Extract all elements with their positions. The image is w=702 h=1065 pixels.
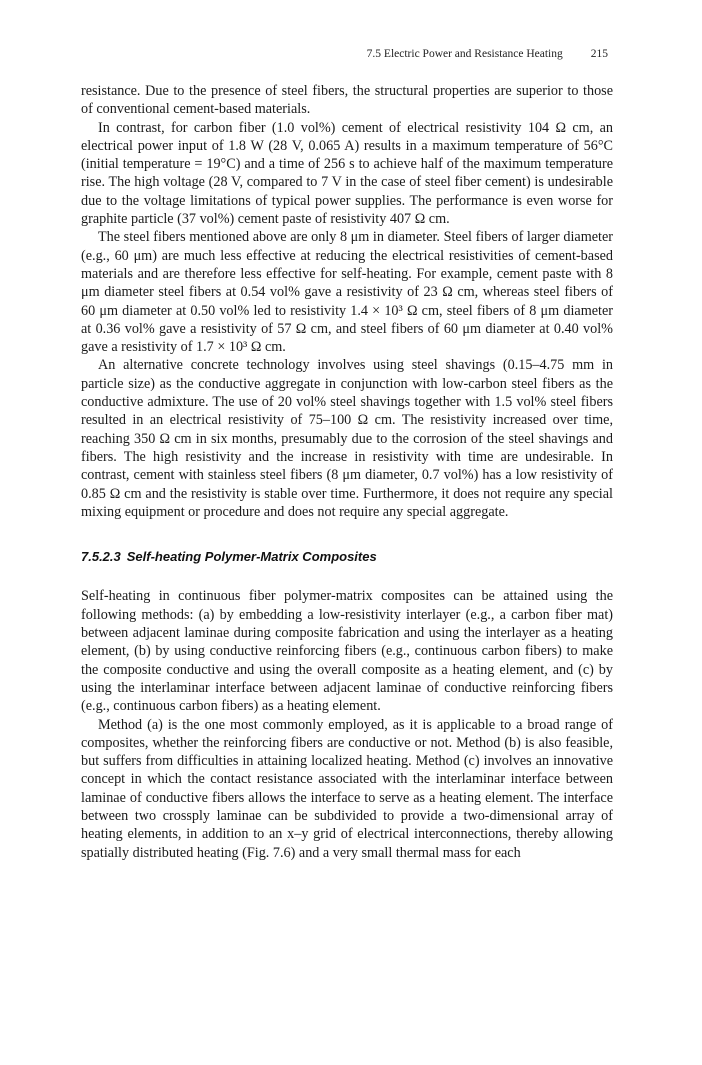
- paragraph: resistance. Due to the presence of steel fibers, the structural properties are superior to those of conventional cement-based materials.: [81, 83, 613, 118]
- running-header-section: 7.5 Electric Power and Resistance Heating: [366, 48, 563, 60]
- paragraph: An alternative concrete technology involves using steel shavings (0.15–4.75 mm in particle size) as the conductive aggregate in conjunction with low-carbon steel fibers as the conductive admixture. The use of 20 vol% steel shavings together with 1.5 vol% steel fibers resulted in an electrical resistivity of 75–100 Ω cm. The resistivity increased over time, reaching 350 Ω cm in six months, presumably due to the corrosion of the steel shavings and fibers. The high resistivity and the increase in resistivity with time are undesirable. In contrast, cement with stainless steel fibers (8 μm diameter, 0.7 vol%) has a low resistivity of 0.85 Ω cm and the resistivity is stable over time. Furthermore, it does not require any special mixing equipment or procedure and does not require any special aggregate.: [81, 357, 613, 520]
- section-title: Self-heating Polymer-Matrix Composites: [126, 549, 377, 565]
- paragraph: Self-heating in continuous fiber polymer-matrix composites can be attained using the following methods: (a) by embedding a low-resistivity interlayer (e.g., a carbon fiber mat) between adjacent laminae during composite fabrication and using the interlayer as a heating element, (b) by using conductive reinforcing fibers (e.g., continuous carbon fibers) to make the composite conductive and using the overall composite as a heating element, and (c) by using the interlaminar interface between adjacent laminae of conductive reinforcing fibers (e.g., continuous carbon fibers) as a heating element.: [81, 588, 613, 715]
- page-number: 215: [590, 48, 608, 60]
- section-heading: [81, 548, 613, 566]
- running-header: [367, 48, 608, 60]
- paragraph: The steel fibers mentioned above are only 8 μm in diameter. Steel fibers of larger diameter (e.g., 60 μm) are much less effective at reducing the electrical resistivities of cement-based materials and are therefore less effective for self-heating. For example, cement paste with 8 μm diameter steel fibers at 0.54 vol% gave a resistivity of 23 Ω cm, whereas steel fibers of 60 μm diameter at 0.50 vol% led to resistivity 1.4 × 10³ Ω cm, steel fibers of 8 μm diameter at 0.36 vol% gave a resistivity of 57 Ω cm, and steel fibers of 60 μm diameter at 0.40 vol% gave a resistivity of 1.7 × 10³ Ω cm.: [81, 229, 613, 356]
- section-number: 7.5.2.3: [81, 549, 121, 565]
- paragraph: Method (a) is the one most commonly employed, as it is applicable to a broad range of composites, whether the reinforcing fibers are conductive or not. Method (b) is also feasible, but suffers from difficulties in attaining localized heating. Method (c) involves an innovative concept in which the contact resistance associated with the interlaminar interface between laminae of conductive fibers allows the interface to serve as a heating element. The interface between two crossply laminae can be subdivided to provide a two-dimensional array of heating elements, in addition to an x–y grid of electrical interconnections, thereby allowing spatially distributed heating (Fig. 7.6) and a very small thermal mass for each: [81, 716, 613, 861]
- paragraph: In contrast, for carbon fiber (1.0 vol%) cement of electrical resistivity 104 Ω cm, an electrical power input of 1.8 W (28 V, 0.065 A) results in a maximum temperature of 56°C (initial temperature = 19°C) and a time of 256 s to achieve half of the maximum temperature rise. The high voltage (28 V, compared to 7 V in the case of steel fiber cement) is undesirable due to the voltage limitations of typical power supplies. The performance is even worse for graphite particle (37 vol%) cement paste of resistivity 407 Ω cm.: [81, 119, 613, 228]
- page-body: [81, 82, 613, 862]
